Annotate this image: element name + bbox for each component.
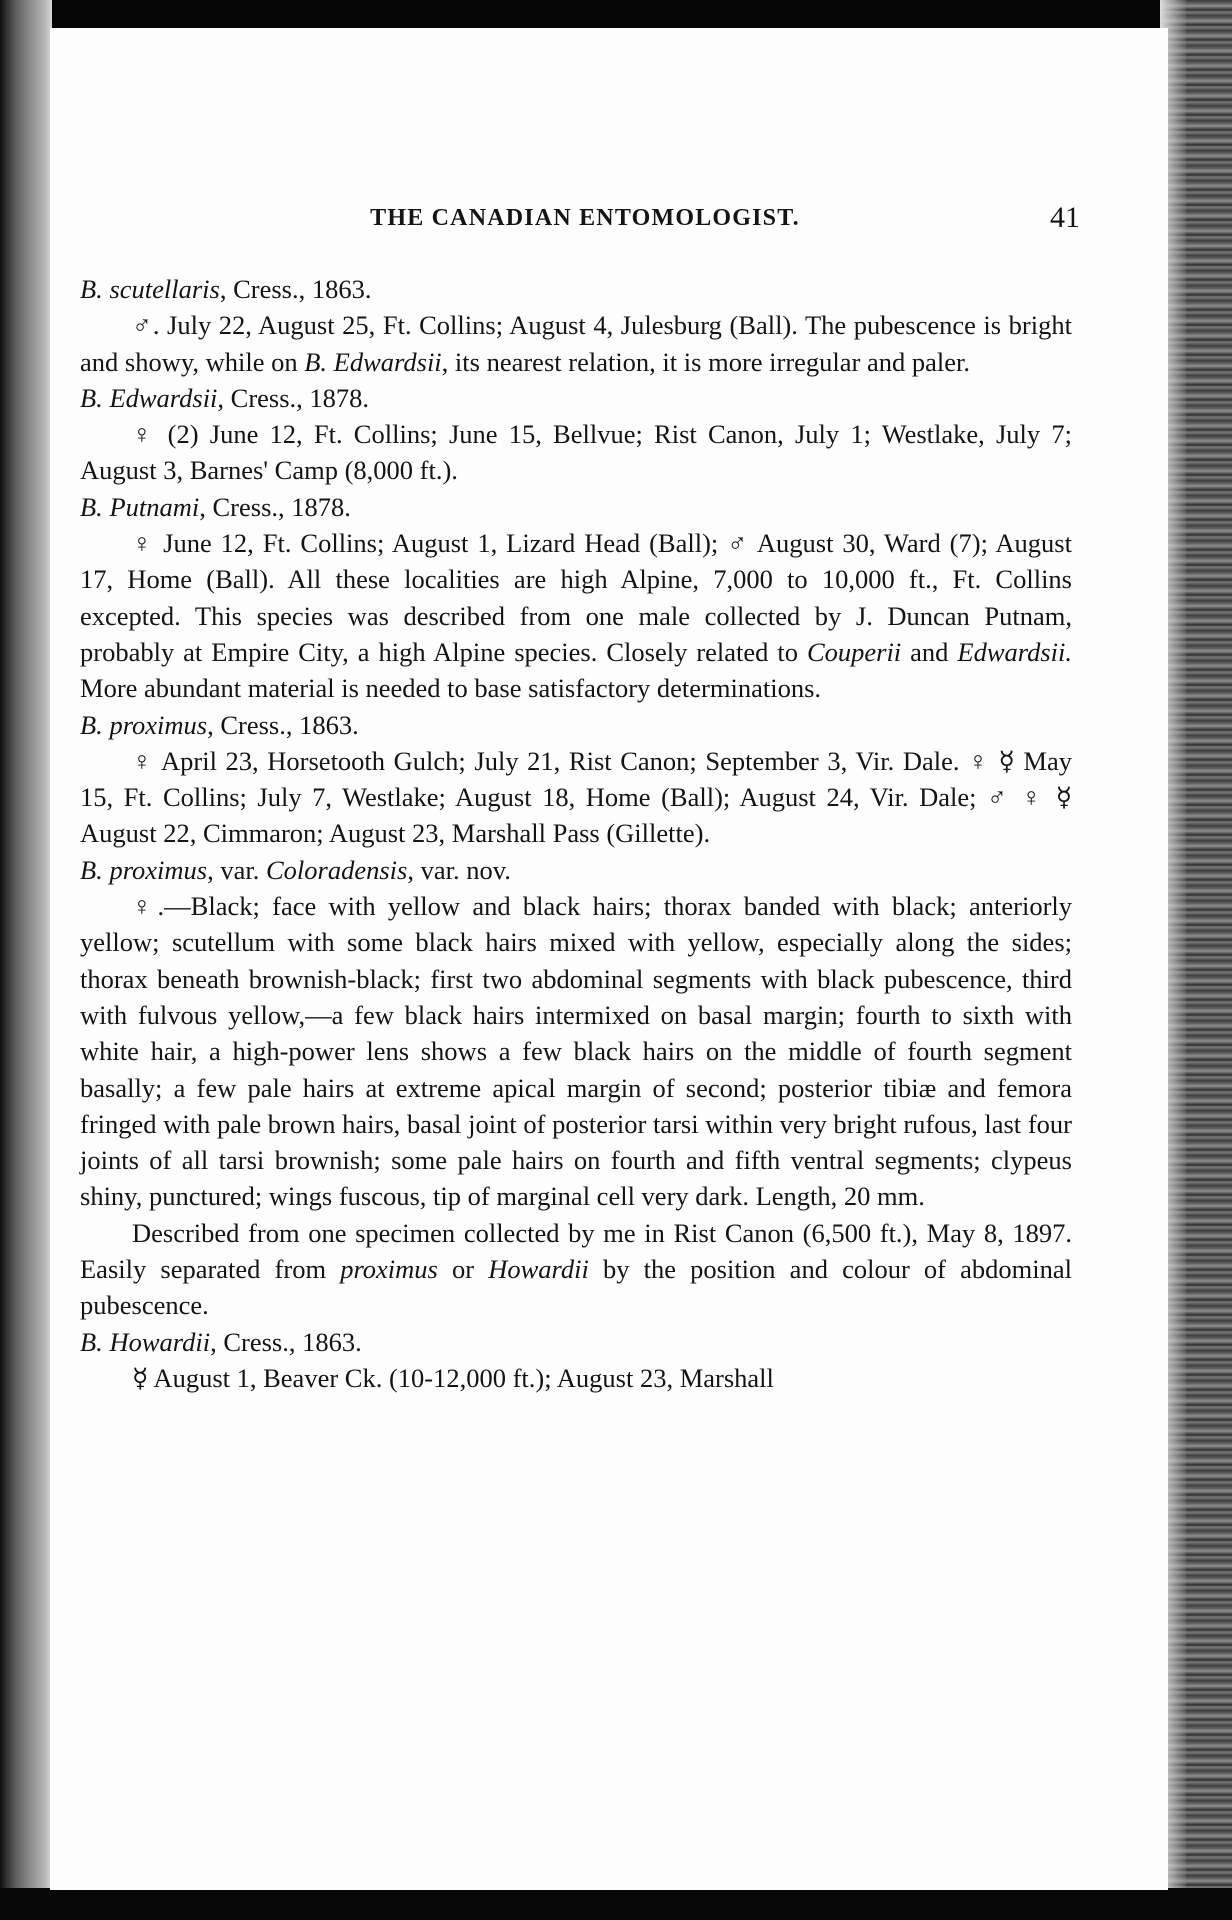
species-record	[80, 1360, 1072, 1396]
scan-right-edge	[1160, 0, 1232, 1920]
record-text: ♀ April 23, Horsetooth Gulch; July 21, Rist Canon; September 3, Vir. Dale. ♀ ☿ May 15, Ft. Collins; July 7, Westlake; August 18, Home (Ball); August 24, Vir. Dale; ♂ ♀ ☿ August 22, Cimmaron; August 23, Marshall Pass (Gillette).	[80, 745, 1072, 849]
record-text: , its nearest relation, it is more irregular and paler.	[441, 346, 971, 377]
body-text	[80, 271, 1072, 1396]
running-title: THE CANADIAN ENTOMOLOGIST.	[370, 205, 800, 231]
record-italic: Howardii	[488, 1254, 589, 1285]
species-remark	[80, 1215, 1072, 1324]
variety-name: Coloradensis	[265, 854, 408, 885]
authority: , var.	[207, 854, 266, 885]
record-italic: Edwardsii.	[957, 636, 1072, 667]
species-record	[80, 743, 1072, 852]
species-record	[80, 525, 1072, 706]
authority: , Cress., 1863.	[207, 709, 359, 740]
species-name: scutellaris	[109, 274, 220, 304]
species-record	[80, 416, 1072, 489]
record-text: ☿ August 1, Beaver Ck. (10-12,000 ft.); August 23, Marshall	[132, 1362, 774, 1393]
species-heading	[80, 852, 1072, 888]
record-text: ♂. July 22, August 25, Ft. Collins; August 4, Julesburg (Ball). The pubescence is bright and showy, while on	[80, 310, 1072, 377]
authority: , Cress., 1878.	[217, 382, 370, 413]
species-heading	[80, 1324, 1072, 1360]
genus-abbr: B.	[80, 382, 103, 413]
authority: , Cress., 1863.	[219, 274, 372, 304]
record-text: and	[901, 636, 958, 667]
scan-top-border	[0, 0, 1232, 30]
species-name: proximus	[109, 854, 208, 885]
species-description	[80, 888, 1072, 1215]
record-text: More abundant material is needed to base satisfactory determinations.	[80, 673, 822, 704]
species-name: proximus	[109, 709, 208, 740]
record-italic: proximus	[340, 1254, 438, 1285]
scan-bottom-border	[0, 1888, 1232, 1920]
record-text: ♀ (2) June 12, Ft. Collins; June 15, Bellvue; Rist Canon, July 1; Westlake, July 7; August 3, Barnes' Camp (8,000 ft.).	[80, 419, 1072, 486]
species-heading	[80, 380, 1072, 416]
variety-suffix: , var. nov.	[407, 854, 511, 885]
record-text: or	[437, 1254, 489, 1285]
genus-abbr: B.	[80, 854, 103, 885]
record-text: ♀.—Black; face with yellow and black hairs; thorax banded with black; anteriorly yellow; scutellum with some black hairs mixed with yellow, especially along the sides; thorax beneath brownish-black; first two abdominal segments with black pubescence, third with fulvous yellow,—a few black hairs intermixed on basal margin; fourth to sixth with white hair, a high-power lens shows a few black hairs on the middle of fourth segment basally; a few pale hairs at extreme apical margin of second; posterior tibiæ and femora fringed with pale brown hairs, basal joint of posterior tarsi within very bright rufous, last four joints of all tarsi brownish; some pale hairs on fourth and fifth ventral segments; clypeus shiny, punctured; wings fuscous, tip of marginal cell very dark. Length, 20 mm.	[80, 891, 1072, 1212]
genus-abbr: B.	[80, 1326, 103, 1357]
scan-left-edge	[0, 0, 52, 1920]
species-record	[80, 307, 1072, 380]
genus-abbr: B.	[80, 274, 103, 304]
authority: , Cress., 1878.	[199, 491, 351, 522]
record-text: ♀ June 12, Ft. Collins; August 1, Lizard Head (Ball); ♂ August 30, Ward (7); August 17, Home (Ball). All these localities are high Alpine, 7,000 to 10,000 ft., Ft. Collins excepted. This species was described from one male collected by J. Duncan Putnam, probably at Empire City, a high Alpine species. Closely related to	[80, 528, 1072, 667]
record-text: Described from one specimen collected by me in Rist Canon (6,500 ft.), May 8, 1897. Easily separated from	[80, 1217, 1072, 1285]
species-name: Edwardsii	[109, 382, 218, 413]
species-heading	[80, 271, 1072, 307]
record-text: by the position and colour of abdominal pubescence.	[80, 1254, 1072, 1321]
genus-abbr: B.	[80, 709, 103, 740]
book-page	[50, 28, 1168, 1890]
species-name: Putnami	[109, 491, 200, 522]
page-header	[90, 201, 1080, 243]
record-italic: Couperii	[806, 636, 902, 667]
record-italic: B. Edwardsii	[304, 346, 442, 377]
page-number: 41	[1050, 201, 1080, 234]
species-name: Howardii	[109, 1326, 211, 1357]
species-heading	[80, 489, 1072, 525]
species-heading	[80, 707, 1072, 743]
authority: , Cress., 1863.	[210, 1326, 362, 1357]
genus-abbr: B.	[80, 491, 103, 522]
